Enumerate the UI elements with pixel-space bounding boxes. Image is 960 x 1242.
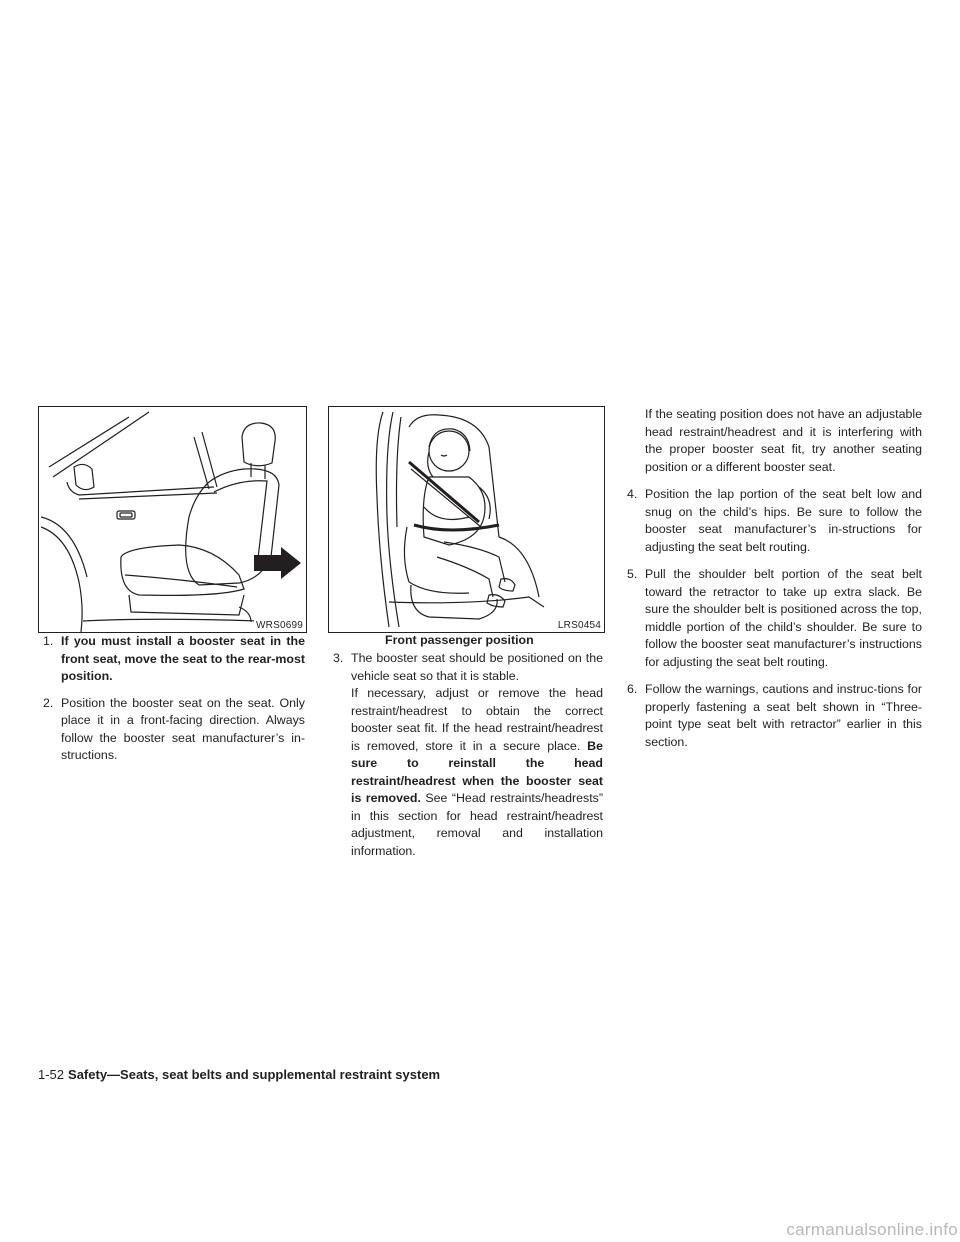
- figure-code: WRS0699: [256, 620, 303, 631]
- step-number: 6.: [627, 682, 638, 696]
- step-number: 5.: [627, 567, 638, 581]
- list-item: [328, 650, 603, 860]
- list-item-continued: [622, 406, 922, 476]
- step-text: The booster seat should be positioned on the vehicle seat so that it is stable.: [351, 651, 603, 683]
- list-item: [622, 566, 922, 671]
- seat-illustration: [39, 407, 306, 632]
- step-text: If you must install a booster seat in the front seat, move the seat to the rear-most position.: [61, 634, 305, 683]
- figure-code: LRS0454: [557, 620, 601, 631]
- step-text: If the seating position does not have an adjustable head restraint/headrest and it is interfering with the proper booster seat fit, try another seating position or a different booster seat.: [645, 407, 922, 474]
- booster-illustration: [329, 407, 604, 632]
- step-number: 3.: [333, 651, 344, 665]
- list-item: [622, 486, 922, 556]
- list-item: [38, 633, 305, 686]
- column-3: [622, 406, 922, 760]
- step-text: Follow the warnings, cautions and instruc-tions for properly fastening a seat belt shown in “Three-point type seat belt with retractor” earlier in this section.: [645, 682, 922, 749]
- column-2: [328, 650, 603, 869]
- list-item: [38, 695, 305, 765]
- detail-warning: Be sure to reinstall the head restraint/headrest when the booster seat is removed.: [351, 738, 603, 805]
- step-detail: [351, 685, 603, 860]
- arrow-icon: [254, 547, 301, 579]
- step-text: Position the lap portion of the seat belt low and snug on the child’s hips. Be sure to follow the booster seat manufacturer’s in-structions for adjusting the seat belt routing.: [645, 487, 922, 554]
- step-number: 2.: [43, 695, 54, 710]
- figure-booster-seat: [328, 406, 605, 633]
- list-item: [622, 681, 922, 751]
- step-text: Position the booster seat on the seat. Only place it in a front-facing direction. Always follow the booster seat manufacturer’s in-structions.: [61, 695, 305, 762]
- figure-front-seat: [38, 406, 307, 633]
- step-text: Pull the shoulder belt portion of the seat belt toward the retractor to take up extra slack. Be sure the shoulder belt is positioned across the top, middle portion of the child’s shoulder. Be sure to follow the booster seat manufacturer’s instructions for adjusting the seat belt routing.: [645, 567, 922, 669]
- column-1: [38, 633, 305, 774]
- page-footer: [38, 1067, 440, 1082]
- watermark: carmanualsonline.info: [786, 1220, 958, 1239]
- page-number: 1-52: [38, 1067, 65, 1082]
- figure-caption: Front passenger position: [385, 633, 534, 647]
- step-number: 1.: [43, 634, 54, 648]
- detail-reference: See “Head restraints/headrests” in this section for head restraint/headrest adjustment, removal and installation information.: [351, 791, 603, 858]
- section-title: Safety—Seats, seat belts and supplemental restraint system: [68, 1067, 441, 1082]
- step-number: 4.: [627, 487, 638, 501]
- detail-text: If necessary, adjust or remove the head restraint/headrest to obtain the correct booster seat fit. If the head restraint/headrest is removed, store it in a secure place.: [351, 686, 603, 753]
